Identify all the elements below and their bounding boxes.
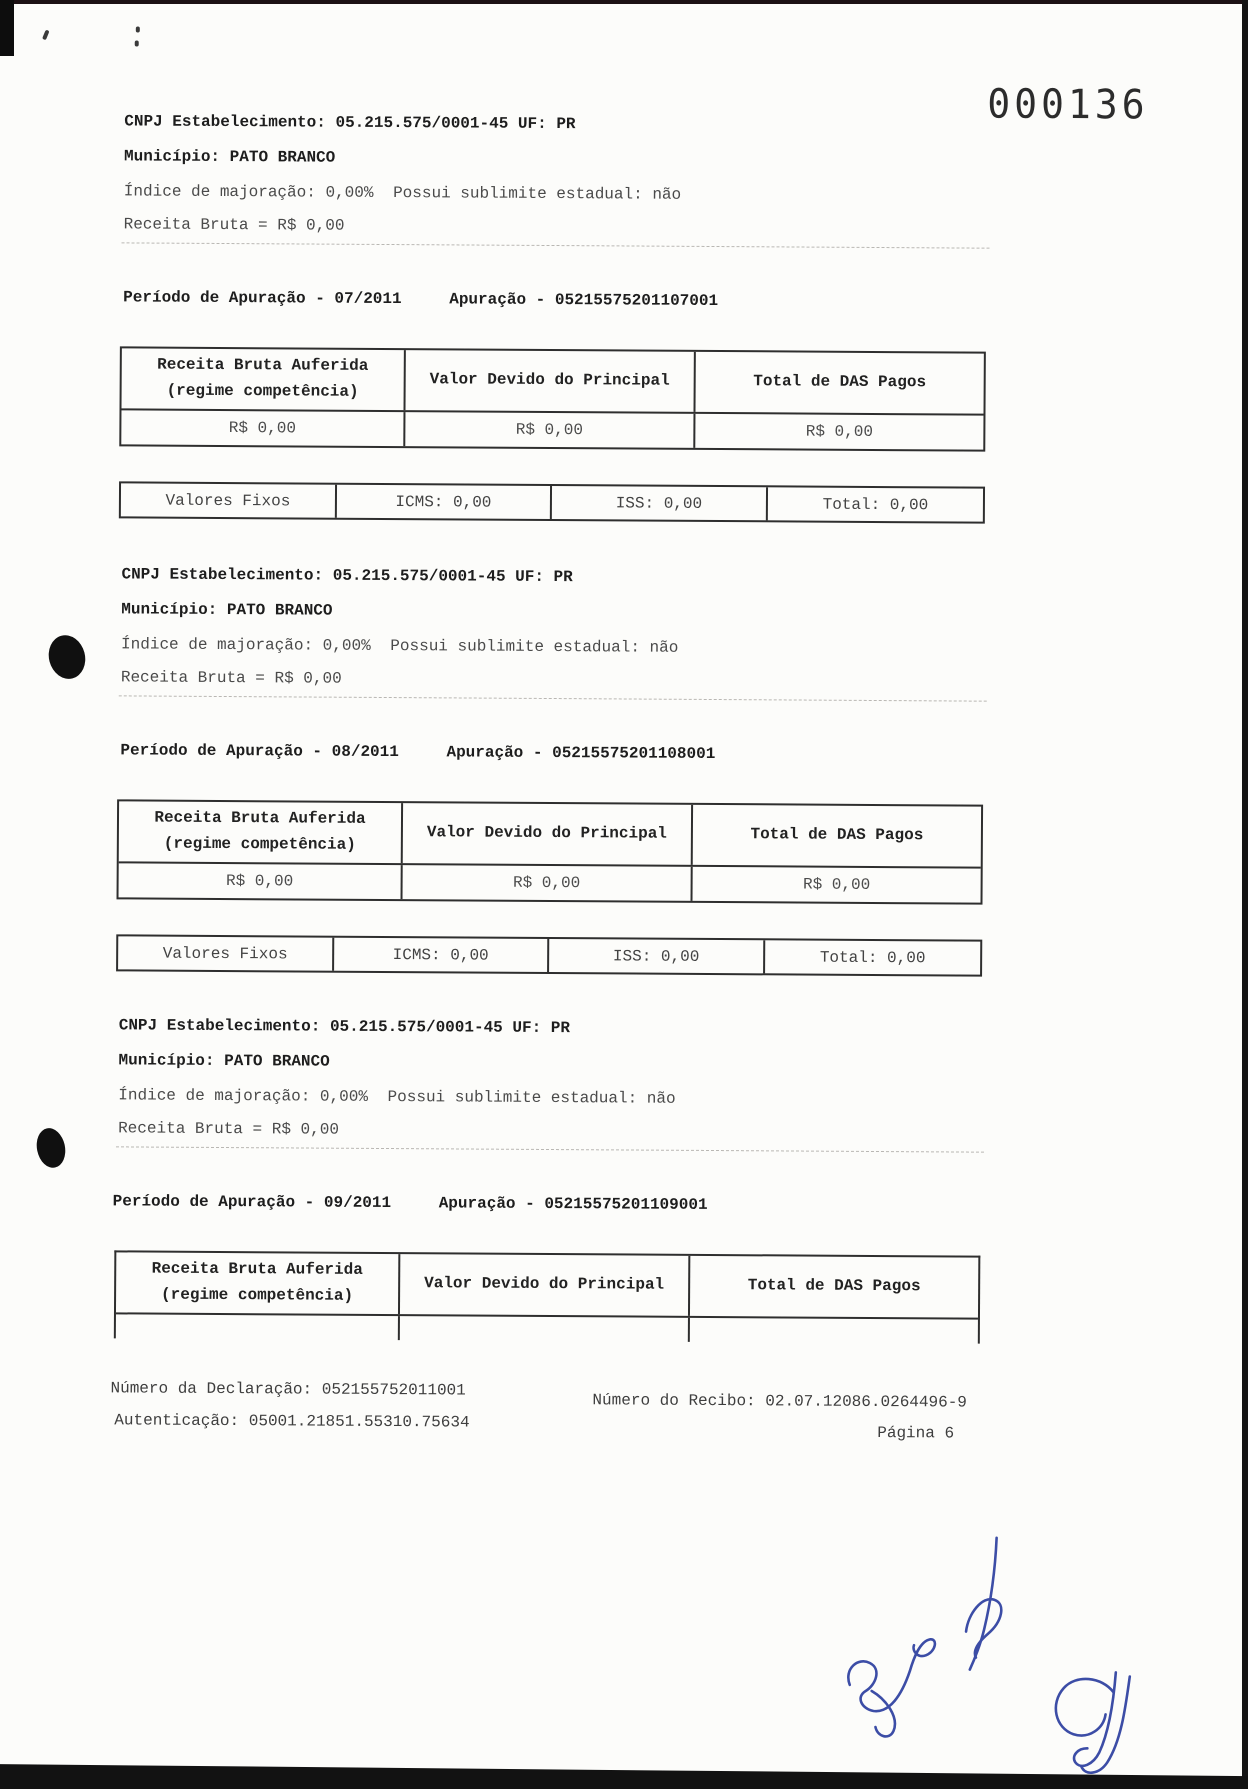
iss-cell: ISS: 0,00 — [549, 939, 765, 973]
section-separator — [119, 695, 987, 701]
valores-fixos-label: Valores Fixos — [121, 483, 337, 517]
indice-line: Índice de majoração: 0,00% Possui sublimite estadual: não — [121, 635, 679, 657]
ink-speck — [136, 26, 140, 32]
table-header-cell: Receita Bruta Auferida (regime competência) — [122, 348, 406, 410]
scan-edge-right — [1242, 0, 1248, 1789]
scan-edge-top-left — [0, 0, 14, 56]
table-value-cell: R$ 0,00 — [403, 865, 693, 901]
ink-speck — [42, 30, 50, 41]
apuracao-table — [117, 799, 984, 904]
table-header-cell: Receita Bruta Auferida (regime competência) — [116, 1252, 400, 1314]
cnpj-line: CNPJ Estabelecimento: 05.215.575/0001-45 UF: PR — [118, 1016, 571, 1038]
table-value-cell: R$ 0,00 — [802, 875, 871, 894]
footer-page-number: Página 6 — [877, 1424, 955, 1443]
table-value-row — [119, 861, 981, 902]
table-header-cell: Receita Bruta Auferida (regime competência) — [119, 801, 403, 863]
table-header-row — [116, 1252, 978, 1317]
scan-edge-top — [0, 0, 1248, 4]
receita-bruta-line: Receita Bruta = R$ 0,00 — [120, 668, 342, 688]
table-header-cell: Total de DAS Pagos — [747, 1276, 921, 1296]
table-value-cell: R$ 0,00 — [119, 863, 403, 899]
icms-cell: ICMS: 0,00 — [334, 938, 549, 972]
apuracao-table-partial — [114, 1250, 981, 1343]
table-header-row — [122, 348, 984, 413]
iss-cell: ISS: 0,00 — [552, 486, 768, 520]
hole-punch-mark — [33, 1126, 69, 1171]
indice-line: Índice de majoração: 0,00% Possui sublimite estadual: não — [118, 1086, 676, 1108]
hole-punch-mark — [44, 631, 90, 683]
receita-bruta-line: Receita Bruta = R$ 0,00 — [123, 215, 345, 235]
footer-autenticacao: Autenticação: 05001.21851.55310.75634 — [114, 1411, 470, 1432]
section-separator — [116, 1146, 984, 1152]
periodo-apuracao-line: Período de Apuração - 08/2011 Apuração - 05215575201108001 — [120, 741, 716, 764]
valores-fixos-row — [119, 481, 985, 523]
table-header-cell: Total de DAS Pagos — [753, 372, 927, 392]
section-separator — [122, 242, 990, 248]
municipio-line: Município: PATO BRANCO — [118, 1051, 330, 1071]
icms-cell: ICMS: 0,00 — [337, 485, 552, 519]
table-value-cell: R$ 0,00 — [805, 422, 874, 441]
total-cell: Total: 0,00 — [819, 948, 926, 967]
valores-fixos-row — [116, 934, 982, 976]
table-header-cell: Valor Devido do Principal — [406, 350, 696, 412]
indice-line: Índice de majoração: 0,00% Possui sublimite estadual: não — [123, 182, 682, 204]
municipio-line: Município: PATO BRANCO — [121, 600, 333, 620]
table-value-cell: R$ 0,00 — [405, 412, 695, 448]
signature-initials-right — [1041, 1666, 1147, 1779]
cnpj-line: CNPJ Estabelecimento: 05.215.575/0001-45 UF: PR — [124, 112, 576, 134]
periodo-apuracao-line: Período de Apuração - 09/2011 Apuração - 05215575201109001 — [112, 1192, 708, 1214]
table-header-cell: Valor Devido do Principal — [403, 803, 693, 865]
table-header-cell: Valor Devido do Principal — [400, 1254, 690, 1316]
footer-recibo: Número do Recibo: 02.07.12086.0264496-9 — [592, 1391, 967, 1412]
table-value-row — [121, 408, 983, 449]
municipio-line: Município: PATO BRANCO — [123, 147, 336, 167]
cnpj-line: CNPJ Estabelecimento: 05.215.575/0001-45 UF: PR — [121, 565, 573, 587]
footer-declaracao: Número da Declaração: 052155752011001 — [110, 1379, 466, 1400]
signature-center — [841, 1633, 972, 1742]
ink-speck — [135, 40, 139, 46]
table-cutoff-row — [116, 1312, 978, 1343]
receita-bruta-line: Receita Bruta = R$ 0,00 — [118, 1119, 340, 1139]
apuracao-table — [119, 346, 986, 451]
total-cell: Total: 0,00 — [822, 495, 929, 514]
valores-fixos-label: Valores Fixos — [118, 936, 334, 970]
table-header-cell: Total de DAS Pagos — [750, 825, 924, 845]
table-header-row — [119, 801, 981, 866]
page-stamp-number: 000136 — [987, 80, 1149, 128]
table-value-cell: R$ 0,00 — [121, 410, 405, 446]
periodo-apuracao-line: Período de Apuração - 07/2011 Apuração - 05215575201107001 — [123, 288, 719, 311]
